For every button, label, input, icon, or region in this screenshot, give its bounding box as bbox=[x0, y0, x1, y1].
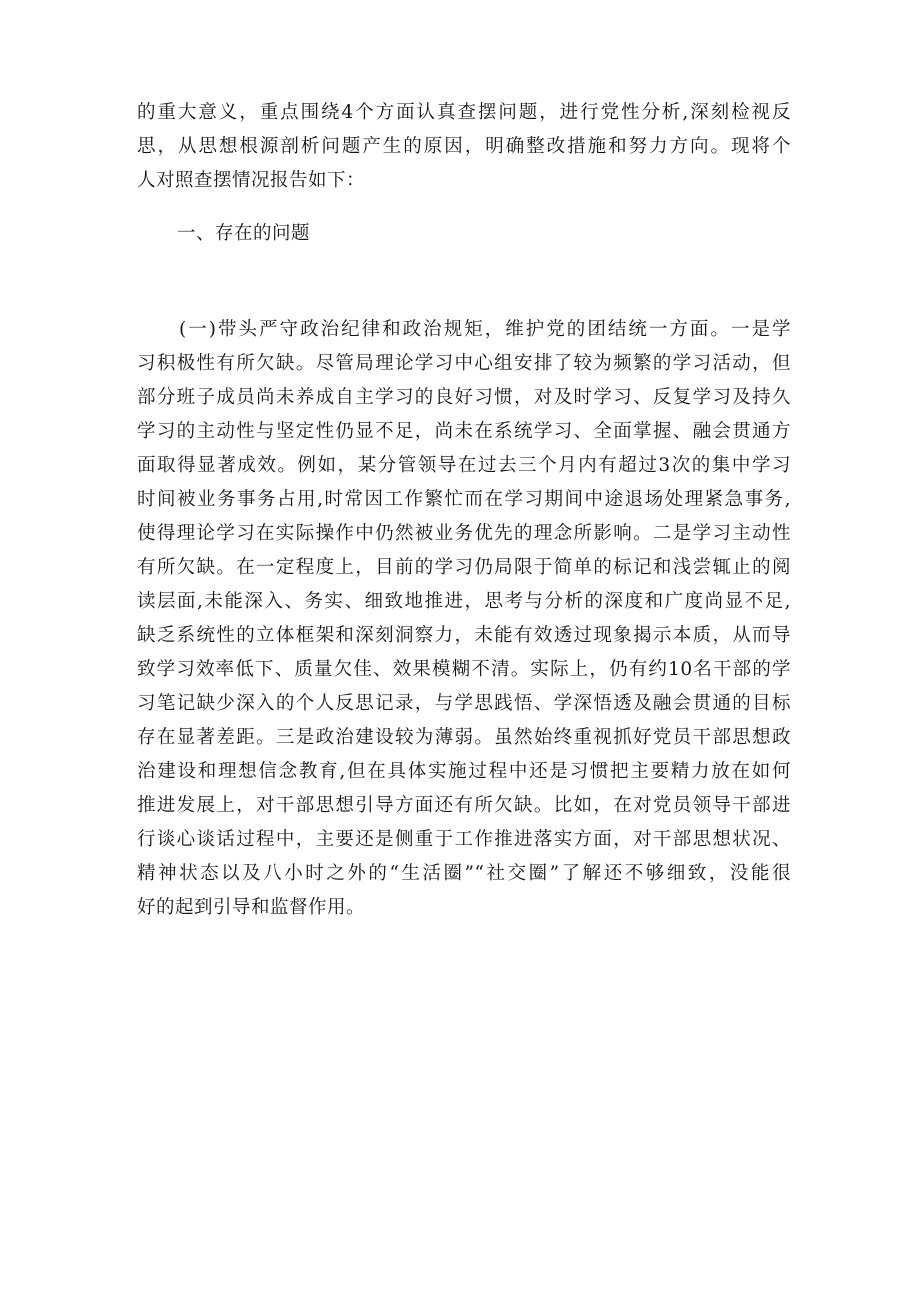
paragraph-line: 存在显著差距。三是政治建设较为薄弱。虽然始终重视抓好党员干部思想政 bbox=[137, 727, 791, 748]
paragraph-line: 有所欠缺。在一定程度上，目前的学习仍局限于简单的标记和浅尝辄止的阅 bbox=[137, 557, 791, 578]
body-paragraph bbox=[137, 313, 791, 925]
paragraph-line: 缺乏系统性的立体框架和深刻洞察力，未能有效透过现象揭示本质，从而导 bbox=[137, 625, 791, 646]
intro-line: 人对照查摆情况报告如下： bbox=[137, 170, 366, 191]
paragraph-line: 部分班子成员尚未养成自主学习的良好习惯，对及时学习、反复学习及持久 bbox=[137, 387, 791, 408]
paragraph-line: 习积极性有所欠缺。尽管局理论学习中心组安排了较为频繁的学习活动，但 bbox=[137, 353, 791, 374]
paragraph-line: 习笔记缺少深入的个人反思记录，与学思践悟、学深悟透及融会贯通的目标 bbox=[137, 693, 791, 714]
section-heading: 一、存在的问题 bbox=[177, 223, 311, 244]
paragraph-line: 学习的主动性与坚定性仍显不足，尚未在系统学习、全面掌握、融会贯通方 bbox=[137, 421, 791, 442]
paragraph-line: 好的起到引导和监督作用。 bbox=[137, 897, 366, 918]
paragraph-line: 致学习效率低下、质量欠佳、效果模糊不清。实际上，仍有约10名干部的学 bbox=[137, 659, 791, 680]
paragraph-line: (一)带头严守政治纪律和政治规矩，维护党的团结统一方面。一是学 bbox=[179, 319, 791, 340]
intro-line: 思，从思想根源剖析问题产生的原因，明确整改措施和努力方向。现将个 bbox=[137, 136, 791, 157]
paragraph-line: 行谈心谈话过程中，主要还是侧重于工作推进落实方面，对干部思想状况、 bbox=[137, 829, 791, 850]
paragraph-line: 读层面,未能深入、务实、细致地推进，思考与分析的深度和广度尚显不足, bbox=[137, 591, 791, 612]
intro-line: 的重大意义，重点围绕4个方面认真查摆问题，进行党性分析,深刻检视反 bbox=[137, 102, 791, 123]
intro-paragraph bbox=[137, 96, 791, 198]
paragraph-line: 时间被业务事务占用,时常因工作繁忙而在学习期间中途退场处理紧急事务, bbox=[137, 489, 791, 510]
paragraph-line: 使得理论学习在实际操作中仍然被业务优先的理念所影响。二是学习主动性 bbox=[137, 523, 791, 544]
paragraph-line: 面取得显著成效。例如，某分管领导在过去三个月内有超过3次的集中学习 bbox=[137, 455, 791, 476]
paragraph-line: 精神状态以及八小时之外的“生活圈”“社交圈”了解还不够细致，没能很 bbox=[137, 863, 791, 884]
paragraph-line: 推进发展上，对干部思想引导方面还有所欠缺。比如，在对党员领导干部进 bbox=[137, 795, 791, 816]
paragraph-line: 治建设和理想信念教育,但在具体实施过程中还是习惯把主要精力放在如何 bbox=[137, 761, 791, 782]
